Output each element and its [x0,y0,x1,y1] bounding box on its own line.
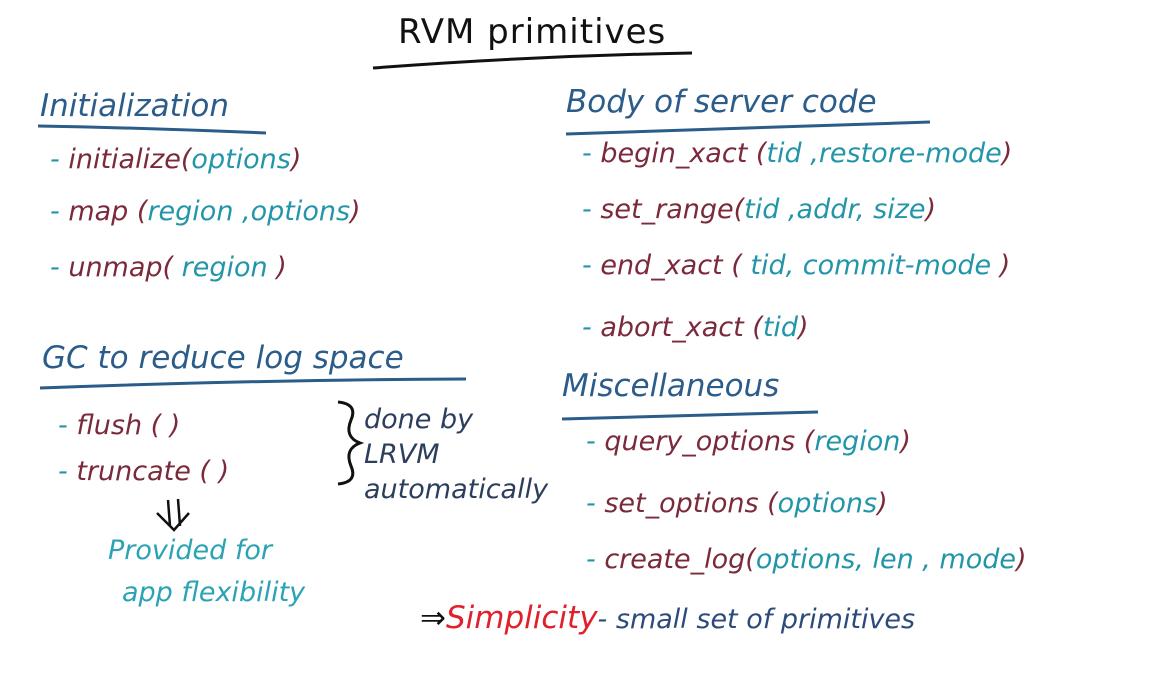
function-name: truncate [76,456,200,487]
brace-icon [338,402,360,484]
list-item: - query_options (region) [586,426,911,457]
function-name: begin_xact [600,138,756,169]
initialization-heading: Initialization [40,88,230,124]
function-args: tid [762,312,799,343]
function-args: tid, commit-mode [741,250,1000,281]
function-args [210,456,219,487]
dash: - [58,456,77,487]
double-down-arrow-icon [157,499,189,530]
note-line: done by [364,404,474,435]
function-name: flush [76,410,151,441]
simplicity-rest: - small set of primitives [597,604,916,635]
function-args: region [173,252,277,283]
gc-underline [40,379,466,388]
list-item: - abort_xact (tid) [582,312,809,343]
note-line: LRVM [364,439,440,470]
function-name: unmap [68,252,163,283]
dash: - [582,194,601,225]
list-item: - begin_xact (tid ,restore-mode) [582,138,1013,169]
dash: - [50,144,69,175]
dash: - [50,252,69,283]
title-underline [373,53,692,68]
dash: - [586,426,605,457]
note-line: automatically [364,474,549,505]
initialization-underline [38,126,266,133]
misc-heading: Miscellaneous [562,368,780,404]
dash: - [582,312,601,343]
list-item: - create_log(options, len , mode) [586,544,1027,575]
list-item: - truncate ( ) [58,456,230,487]
list-item: - map (region ,options) [50,196,361,227]
misc-underline [562,412,818,419]
dash: - [582,138,601,169]
list-item: - set_range(tid ,addr, size) [582,194,937,225]
dash: - [582,250,601,281]
provided-line: Provided for [108,535,272,566]
function-name: map [68,196,137,227]
function-name: abort_xact [600,312,753,343]
gc-note [364,402,548,507]
simplicity-line [420,600,915,636]
function-args: tid ,restore-mode [766,138,1002,169]
list-item: - unmap( region ) [50,252,287,283]
function-args: options [777,488,878,519]
function-name: set_range [600,194,734,225]
provided-line: app flexibility [122,577,306,608]
function-name: query_options [604,426,804,457]
page-title: RVM primitives [398,12,667,52]
dash: - [586,544,605,575]
function-args: options, len , mode [755,544,1016,575]
gc-heading: GC to reduce log space [42,340,404,376]
function-name: initialize [68,144,181,175]
function-args: region ,options [147,196,351,227]
function-args: tid ,addr, size [744,194,926,225]
provided-note [108,530,305,614]
function-args [161,410,170,441]
dash: - [50,196,69,227]
function-args: region [814,426,901,457]
dash: - [586,488,605,519]
function-name: set_options [604,488,768,519]
list-item: - end_xact ( tid, commit-mode ) [582,250,1011,281]
list-item: - flush ( ) [58,410,181,441]
list-item: - set_options (options) [586,488,888,519]
function-args: options [191,144,291,175]
function-name: create_log [604,544,746,575]
dash: - [58,410,77,441]
simplicity-word: Simplicity [445,600,598,636]
function-name: end_xact [600,250,732,281]
list-item: - initialize(options) [50,144,302,175]
body-underline [566,122,930,134]
body-heading: Body of server code [566,84,877,120]
implies-arrow-icon: ⇒ [420,600,446,636]
